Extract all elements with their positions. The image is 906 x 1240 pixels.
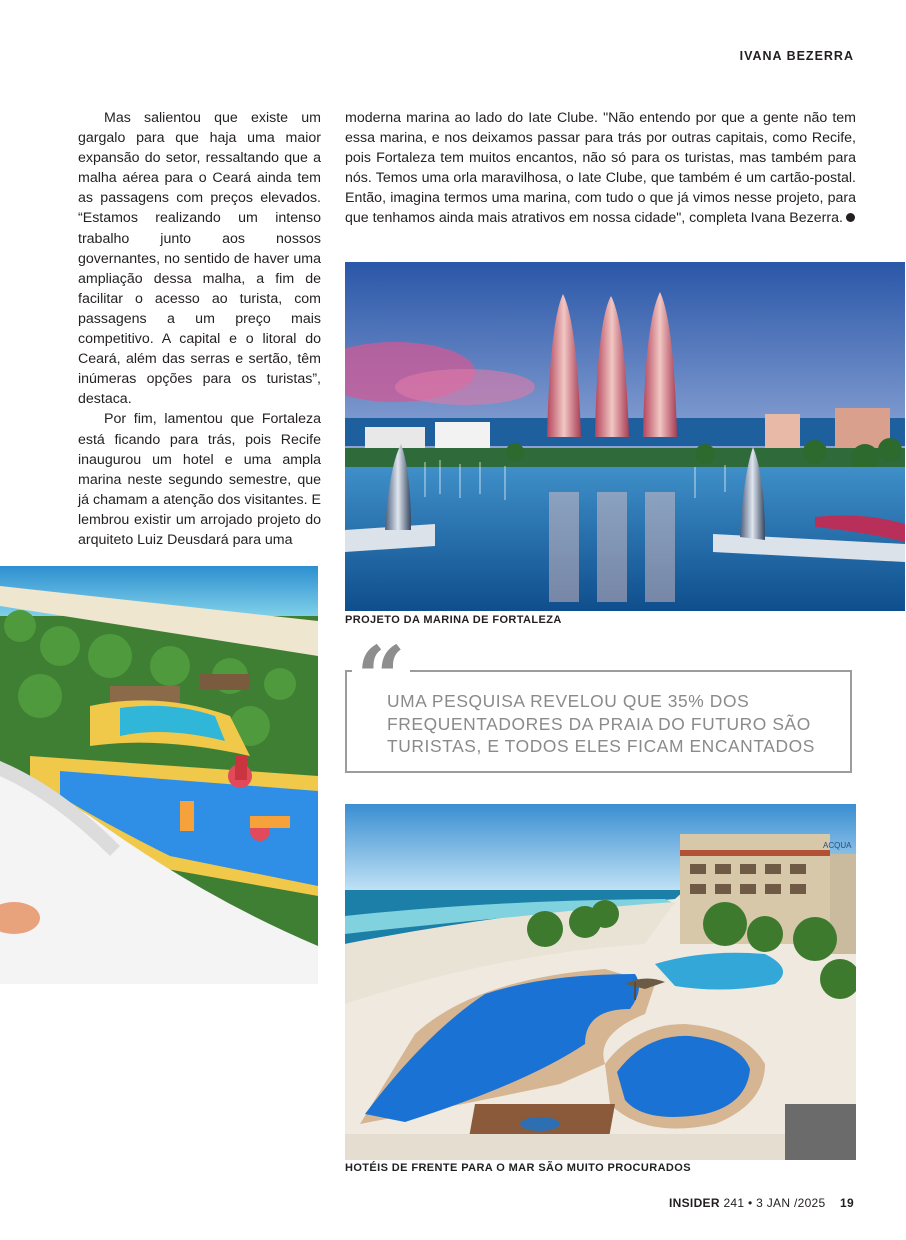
hotel-sign: ACQUA [823, 841, 852, 850]
magazine-name: INSIDER [669, 1196, 720, 1210]
marina-project-photo [345, 262, 905, 611]
article-column-right [345, 108, 856, 229]
article-paragraph: Mas salientou que existe um gargalo para que haja uma maior expansão do setor, ressaltando que a malha aérea para o Ceará ainda tem as passagens com preços elevados. “Estamos realizando um intenso trabalho junto aos nossos governantes, no sentido de haver uma ampliação dessa malha, a fim de facilitar o acesso ao turista, com passagens a um preço mais competitivo. A capital e o litoral do Ceará, além das serras e sertão, têm inúmeras opções para os turistas”, destaca. [78, 110, 321, 408]
end-of-article-icon [846, 213, 855, 222]
page-number: 19 [840, 1196, 854, 1210]
hotel-photo-caption: HOTÉIS DE FRENTE PARA O MAR SÃO MUITO PROCURADOS [345, 1162, 691, 1174]
pull-quote-text: UMA PESQUISA REVELOU QUE 35% DOS FREQUENTADORES DA PRAIA DO FUTURO SÃO TURISTAS, E TODOS ELES FICAM ENCANTADOS [387, 691, 815, 756]
beachfront-hotel-photo [345, 804, 856, 1160]
quotation-mark-icon: “ [352, 636, 410, 696]
marina-photo-caption: PROJETO DA MARINA DE FORTALEZA [345, 614, 562, 626]
waterpark-aerial-photo [0, 566, 318, 984]
article-paragraph: Por fim, lamentou que Fortaleza está ficando para trás, pois Recife inaugurou um hotel e uma ampla marina neste segundo semestre, que já chamam a atenção dos visitantes. E lembrou existir um arrojado projeto do arquiteto Luiz Deusdará para uma [78, 411, 321, 548]
author-header: IVANA BEZERRA [739, 49, 854, 63]
article-paragraph: moderna marina ao lado do Iate Clube. "Não entendo por que a gente não tem essa marina, e nos deixamos passar para trás por outras capitais, como Recife, pois Fortaleza tem muitos encantos, não só para os turistas, mas também para nós. Temos uma orla maravilhosa, o Iate Clube, que também é um cartão-postal. Então, imagina termos uma marina, com tudo o que já vimos nesse projeto, para que tenhamos ainda mais atrativos em nossa cidade", completa Ivana Bezerra. [345, 110, 856, 227]
article-column-left [78, 108, 321, 550]
page-footer [669, 1196, 854, 1210]
issue-info: 241 • 3 JAN /2025 [723, 1196, 826, 1210]
